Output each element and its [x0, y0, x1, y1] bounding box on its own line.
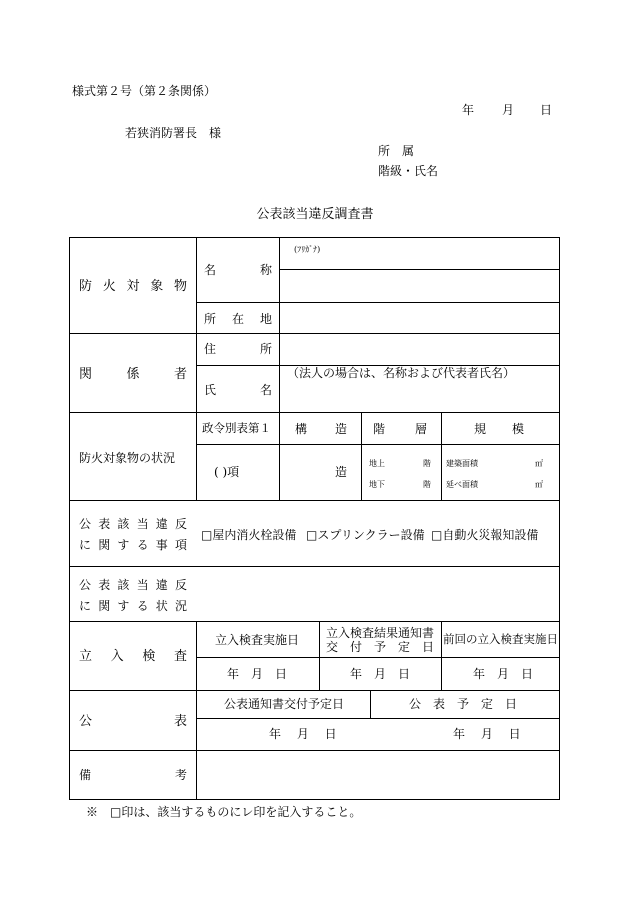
notice-date-field[interactable]: 年 月 日 — [350, 667, 411, 681]
form-number: 様式第２号（第２条関係） — [72, 84, 217, 98]
previous-inspection-field[interactable]: 年 月 日 — [473, 667, 534, 681]
violation-status-label-line1: 公 表 該 当 違 反 — [79, 578, 187, 592]
corporate-name-note: （法人の場合は、名称および代表者氏名） — [287, 366, 516, 380]
party-address-field[interactable] — [281, 336, 557, 363]
violation-matter-label-line1: 公 表 該 当 違 反 — [79, 517, 187, 531]
violation-matter-label-line2: に 関 す る 事 項 — [79, 538, 187, 552]
sprinkler-checkbox[interactable]: □ — [306, 528, 318, 542]
scale-header: 規 模 — [474, 422, 524, 436]
inspection-date-field[interactable]: 年 月 日 — [227, 667, 288, 681]
violation-status-field[interactable] — [199, 569, 557, 619]
party-name-label: 氏 名 — [204, 383, 272, 397]
above-ground-label: 地上 — [369, 459, 385, 468]
sprinkler-label: スプリンクラー設備 — [317, 528, 425, 542]
party-label: 関 係 者 — [79, 367, 187, 382]
publication-notice-date-field[interactable]: 年 月 日 — [269, 727, 337, 741]
party-name-field[interactable] — [281, 383, 557, 409]
fire-alarm-checkbox[interactable]: □ — [431, 528, 443, 542]
investigation-form — [69, 237, 560, 800]
facility-label: 防 火 対 象 物 — [79, 279, 187, 294]
building-area-unit: ㎡ — [535, 459, 543, 468]
structure-header: 構 造 — [295, 422, 347, 436]
facility-status-label: 防火対象物の状況 — [79, 451, 176, 465]
facility-name-label: 名 称 — [204, 263, 272, 277]
floors-header: 階 層 — [373, 422, 427, 436]
date-month: 月 — [502, 103, 515, 117]
department-label: 所 属 — [378, 144, 415, 158]
notice-date-header-line1: 立入検査結果通知書 — [326, 626, 435, 640]
addressee: 若狭消防署長 様 — [125, 126, 222, 140]
option-indoor-hydrant[interactable] — [201, 529, 296, 541]
date-day: 日 — [540, 103, 553, 117]
footer-note: ※ □印は、該当するものにレ印を記入すること。 — [86, 805, 362, 819]
indoor-hydrant-label: 屋内消火栓設備 — [212, 528, 297, 542]
building-area-label: 建築面積 — [446, 459, 478, 468]
publication-scheduled-date-field[interactable]: 年 月 日 — [453, 727, 521, 741]
inspection-date-header: 立入検査実施日 — [215, 633, 300, 647]
publication-label: 公 表 — [79, 714, 187, 729]
structure-suffix: 造 — [335, 465, 348, 479]
below-ground-unit: 階 — [423, 480, 431, 489]
date-line — [462, 101, 552, 118]
below-ground-label: 地下 — [369, 480, 385, 489]
publication-notice-header: 公表通知書交付予定日 — [224, 697, 345, 711]
notice-date-header-line2: 交 付 予 定 日 — [326, 640, 434, 654]
party-address-label: 住 所 — [204, 342, 272, 356]
option-sprinkler[interactable] — [306, 529, 425, 541]
document-title: 公表該当違反調査書 — [256, 207, 374, 222]
item-number-field[interactable]: ( )項 — [214, 465, 240, 479]
remarks-field[interactable] — [199, 753, 557, 797]
floor-area-unit: ㎡ — [535, 480, 543, 489]
floor-area-label: 延べ面積 — [446, 480, 478, 489]
indoor-hydrant-checkbox[interactable]: □ — [201, 528, 213, 542]
ordinance-table-label: 政令別表第１ — [202, 421, 271, 435]
date-year: 年 — [462, 103, 475, 117]
furigana-label: (ﾌﾘｶﾞﾅ) — [294, 245, 321, 254]
facility-name-field[interactable] — [281, 273, 557, 300]
inspection-label: 立 入 検 査 — [79, 649, 187, 664]
publication-scheduled-header: 公 表 予 定 日 — [409, 697, 517, 711]
fire-alarm-label: 自動火災報知設備 — [442, 528, 539, 542]
previous-inspection-header: 前回の立入検査実施日 — [443, 632, 558, 646]
violation-status-label-line2: に 関 す る 状 況 — [79, 599, 187, 613]
facility-address-field[interactable] — [281, 305, 557, 331]
remarks-label: 備 考 — [79, 768, 187, 782]
rank-name-label: 階級・氏名 — [378, 164, 439, 178]
above-ground-unit: 階 — [423, 459, 431, 468]
facility-address-label: 所 在 地 — [204, 312, 272, 326]
option-fire-alarm[interactable] — [431, 529, 538, 541]
